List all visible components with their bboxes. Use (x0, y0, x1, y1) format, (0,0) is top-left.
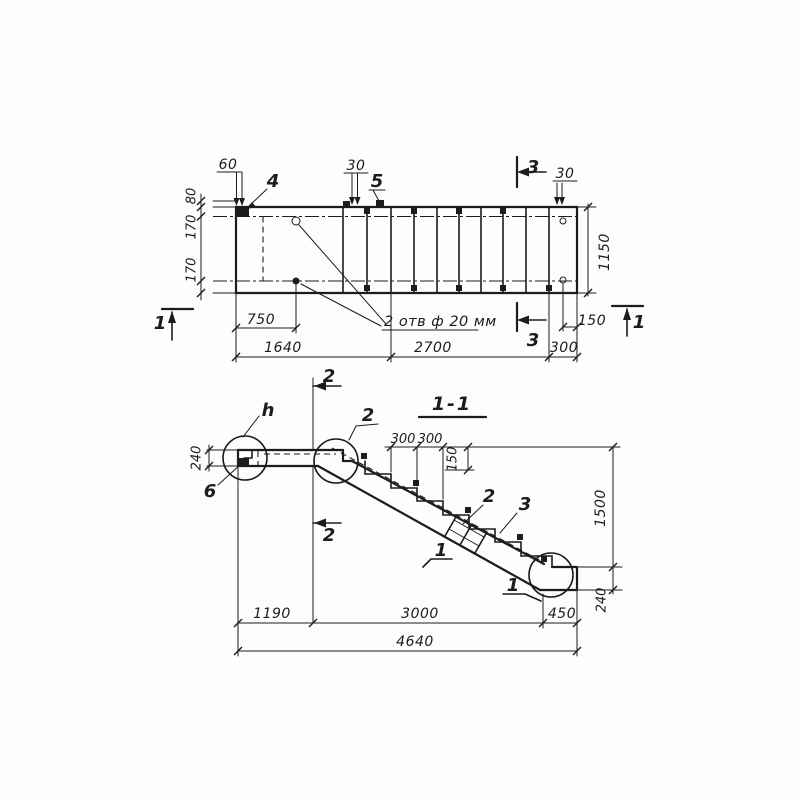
plan-step-lines (343, 207, 549, 293)
svg-text:240: 240 (594, 587, 610, 613)
svg-text:450: 450 (547, 606, 577, 622)
dim-60 (217, 157, 245, 206)
upper-landing (238, 450, 352, 466)
hole-top-left (292, 217, 300, 225)
lower-landing (540, 567, 577, 590)
callout-detail-2 (349, 405, 378, 440)
section-mark-3-bottom (517, 303, 546, 351)
svg-text:h: h (261, 400, 275, 421)
plan-view (154, 157, 646, 362)
svg-text:30: 30 (555, 166, 575, 182)
svg-text:300: 300 (390, 432, 416, 447)
dim-left-stack (185, 188, 237, 300)
edge-plate (343, 201, 350, 207)
section-mark-1-right (612, 306, 645, 336)
callout-4 (247, 171, 279, 209)
svg-text:2: 2 (322, 525, 336, 546)
svg-text:2: 2 (322, 366, 336, 387)
svg-text:1: 1 (632, 312, 646, 333)
svg-text:1: 1 (434, 540, 448, 561)
flight-slab (318, 448, 544, 590)
svg-text:750: 750 (246, 312, 276, 328)
svg-text:240: 240 (189, 445, 205, 471)
edge-plate (376, 200, 384, 207)
svg-text:60: 60 (218, 157, 238, 173)
dim-1150 (577, 203, 613, 297)
svg-text:30: 30 (346, 158, 366, 174)
svg-text:300: 300 (417, 432, 443, 447)
callout-item-2 (463, 486, 495, 524)
svg-text:170: 170 (184, 214, 200, 240)
svg-text:6: 6 (203, 481, 217, 502)
section-mark-3-top (517, 157, 546, 187)
svg-text:150: 150 (445, 446, 461, 472)
svg-text:170: 170 (184, 257, 200, 283)
cut-mark-1-mid (423, 540, 452, 567)
callout-5 (369, 171, 385, 201)
callout-h (243, 400, 274, 437)
hole-bottom-left (293, 278, 300, 285)
svg-text:3: 3 (526, 330, 540, 351)
corner-plate (236, 207, 249, 217)
dim-240-left (190, 445, 239, 471)
svg-text:80: 80 (184, 187, 200, 205)
svg-text:1640: 1640 (264, 340, 302, 356)
section-view (190, 366, 623, 656)
svg-text:2: 2 (361, 405, 375, 426)
svg-text:150: 150 (577, 313, 607, 329)
callout-item-3 (500, 494, 531, 533)
svg-text:3: 3 (518, 494, 532, 515)
svg-text:2700: 2700 (414, 340, 452, 356)
section-mark-1-left (154, 309, 193, 340)
dim-30-left (344, 158, 368, 205)
svg-text:1190: 1190 (253, 606, 291, 622)
step-plates (364, 208, 552, 291)
dim-treads (385, 432, 620, 499)
section-mark-2 (313, 366, 341, 623)
dim-right-stack (577, 443, 622, 612)
svg-text:1: 1 (153, 313, 167, 334)
svg-text:5: 5 (370, 171, 384, 192)
dim-30-right (553, 166, 577, 205)
note-holes: 2 отв ф 20 мм (384, 314, 497, 330)
svg-text:4640: 4640 (396, 634, 434, 650)
svg-text:4: 4 (266, 171, 280, 192)
svg-text:3: 3 (526, 157, 540, 178)
svg-text:1: 1 (506, 575, 520, 596)
svg-text:1500: 1500 (593, 489, 609, 527)
hole-top-right (560, 218, 566, 224)
view-title: 1-1 (431, 393, 473, 415)
svg-text:300: 300 (549, 340, 579, 356)
svg-text:1150: 1150 (597, 233, 613, 271)
svg-text:3000: 3000 (401, 606, 439, 622)
hole-bottom-right (560, 277, 566, 283)
svg-text:2: 2 (482, 486, 496, 507)
